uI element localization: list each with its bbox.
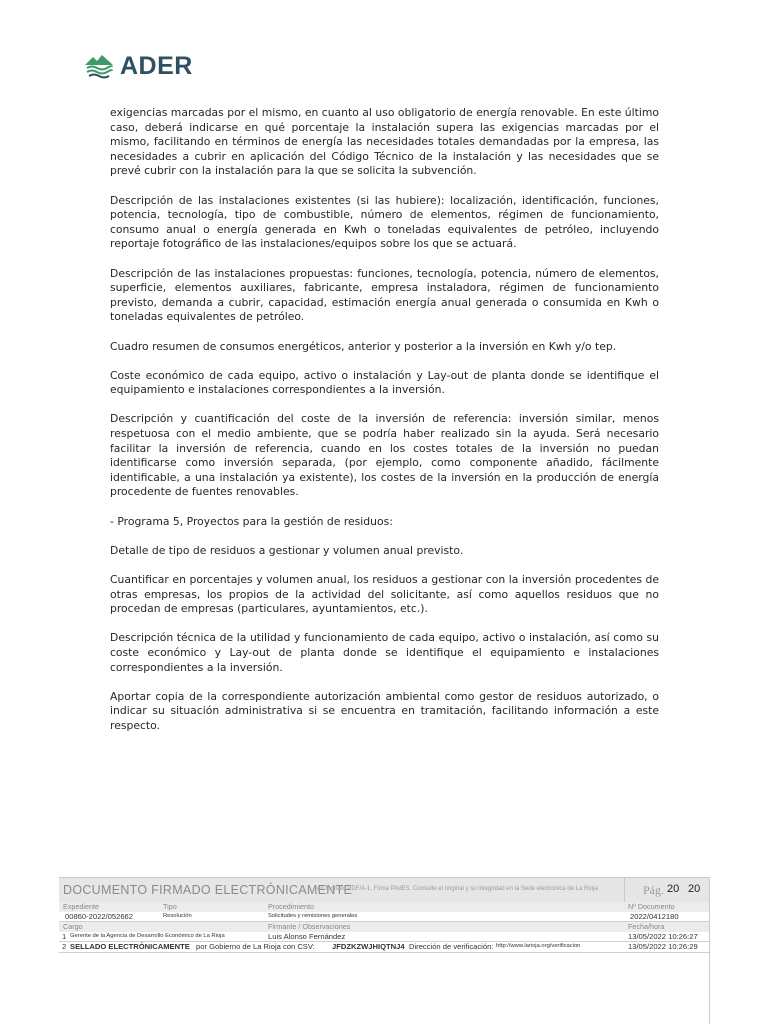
seal-row	[59, 942, 709, 953]
signature-footer	[59, 877, 709, 953]
seal-text: por Gobierno de La Rioja con CSV:	[196, 942, 315, 951]
document-body	[110, 106, 659, 748]
signer-date: 13/05/2022 10:26:27	[628, 931, 698, 941]
metadata-header-row	[59, 902, 709, 912]
signed-note: en formato PDF/A-1, Firma PAdES. Consulte el original y su integridad en la Sede electrónica de La Rioja	[317, 886, 598, 892]
program-heading: - Programa 5, Proyectos para la gestión de residuos:	[110, 514, 393, 528]
ader-logo	[84, 52, 193, 81]
col-expediente: Expediente	[63, 902, 99, 911]
verification-label: Dirección de verificación:	[409, 942, 494, 951]
col-cargo: Cargo	[63, 922, 83, 931]
col-firmante: Firmante / Observaciones	[268, 922, 351, 931]
signer-name: Luis Alonso Fernández	[268, 931, 346, 941]
paragraph: exigencias marcadas por el mismo, en cuanto al uso obligatorio de energía renovable. En este último caso, deberá indicarse en qué porcentaje la instalación supera las exigencias marcadas por el mismo, facilitando en términos de energía las necesidades totales demandadas por la empresa, las necesidades a cubrir en aplicación del Código Técnico de la instalación y las necesidades que se prevé cubrir con la instalación para la que se solicita la subvención.	[110, 106, 659, 178]
signer-number: 1	[62, 931, 67, 941]
paragraph: Aportar copia de la correspondiente autorización ambiental como gestor de residuos autorizado, o indicar su situación administrativa si se encuentra en tramitación, facilitando información a este respecto.	[110, 689, 659, 732]
margin-rule	[709, 877, 710, 1024]
seal-number: 2	[62, 942, 67, 951]
page-indicator	[624, 878, 709, 902]
logo-text: ADER	[120, 52, 193, 80]
signer-row	[59, 932, 709, 943]
col-ndoc: Nº Documento	[628, 902, 675, 911]
paragraph: Cuantificar en porcentajes y volumen anual, los residuos a gestionar con la inversión procedentes de otras empresas, los propios de la actividad del solicitante, así como aquellos residuos que no procedan de empresas (particulares, ayuntamientos, etc.).	[110, 573, 659, 616]
seal-date: 13/05/2022 10:26:29	[628, 942, 698, 951]
signature-banner	[59, 877, 709, 902]
paragraph: Descripción y cuantificación del coste de la inversión de referencia: inversión similar, menos respetuosa con el medio ambiente, que se podría haber realizado sin la ayuda. Será necesario facilitar la inversión de referencia, cuando en los costes totales de la inversión no puedan identificarse como inversión separada, (por ejemplo, como componente añadido, fácilmente identificable, a una instalación ya existente), los costes de la inversión en la producción de energía procedente de fuentes renovables.	[110, 412, 659, 499]
signers-header-row	[59, 922, 709, 932]
page-number: 20	[667, 883, 680, 895]
paragraph: Descripción de las instalaciones existentes (si las hubiere): localización, identificación, funciones, potencia, tecnología, tipo de combustible, número de elementos, régimen de funcionamiento, consumo anual o energía generada en Kwh o toneladas equivalentes de petróleo, incluyendo reportaje fotográfico de las instalaciones/equipos sobre los que se actuará.	[110, 193, 659, 251]
verification-url[interactable]: http://www.larioja.org/verificacion	[496, 943, 581, 949]
ader-emblem-icon	[84, 54, 114, 80]
paragraph: Detalle de tipo de residuos a gestionar y volumen anual previsto.	[110, 543, 464, 557]
col-tipo: Tipo	[163, 902, 177, 911]
procedimiento-value: Solicitudes y remisiones generales	[268, 912, 358, 919]
expediente-value: 00860-2022/052662	[65, 911, 133, 921]
page-label: Pág.	[643, 883, 664, 897]
tipo-value: Resolución	[163, 912, 192, 919]
paragraph: Descripción de las instalaciones propuestas: funciones, tecnología, potencia, número de elementos, superficie, elementos auxiliares, fabricante, empresa instaladora, régimen de funcionamiento previsto, demanda a cubrir, capacidad, estimación energía anual generada o consumida en Kwh o toneladas equivalentes de petróleo.	[110, 266, 659, 324]
ndoc-value: 2022/0412180	[630, 911, 679, 921]
col-fecha: Fecha/hora	[628, 922, 665, 931]
paragraph: Descripción técnica de la utilidad y funcionamiento de cada equipo, activo o instalación, así como su coste económico y Lay-out de planta donde se identifique el equipamiento e instalaciones correspondientes a la inversión.	[110, 631, 659, 674]
metadata-row	[59, 912, 709, 923]
seal-label: SELLADO ELECTRÓNICAMENTE	[70, 942, 190, 951]
paragraph: Coste económico de cada equipo, activo o instalación y Lay-out de planta donde se identifique el equipamiento e instalaciones correspondientes a la inversión.	[110, 368, 659, 397]
signed-title: DOCUMENTO FIRMADO ELECTRÓNICAMENTE	[63, 883, 353, 897]
page-total: 20	[688, 883, 701, 895]
signer-cargo: Gerente de la Agencia de Desarrollo Económico de La Rioja	[70, 932, 225, 939]
col-procedimiento: Procedimiento	[268, 902, 314, 911]
csv-code: JFDZKZWJHIQTNJ4	[332, 942, 405, 951]
paragraph: Cuadro resumen de consumos energéticos, anterior y posterior a la inversión en Kwh y/o tep.	[110, 339, 617, 353]
